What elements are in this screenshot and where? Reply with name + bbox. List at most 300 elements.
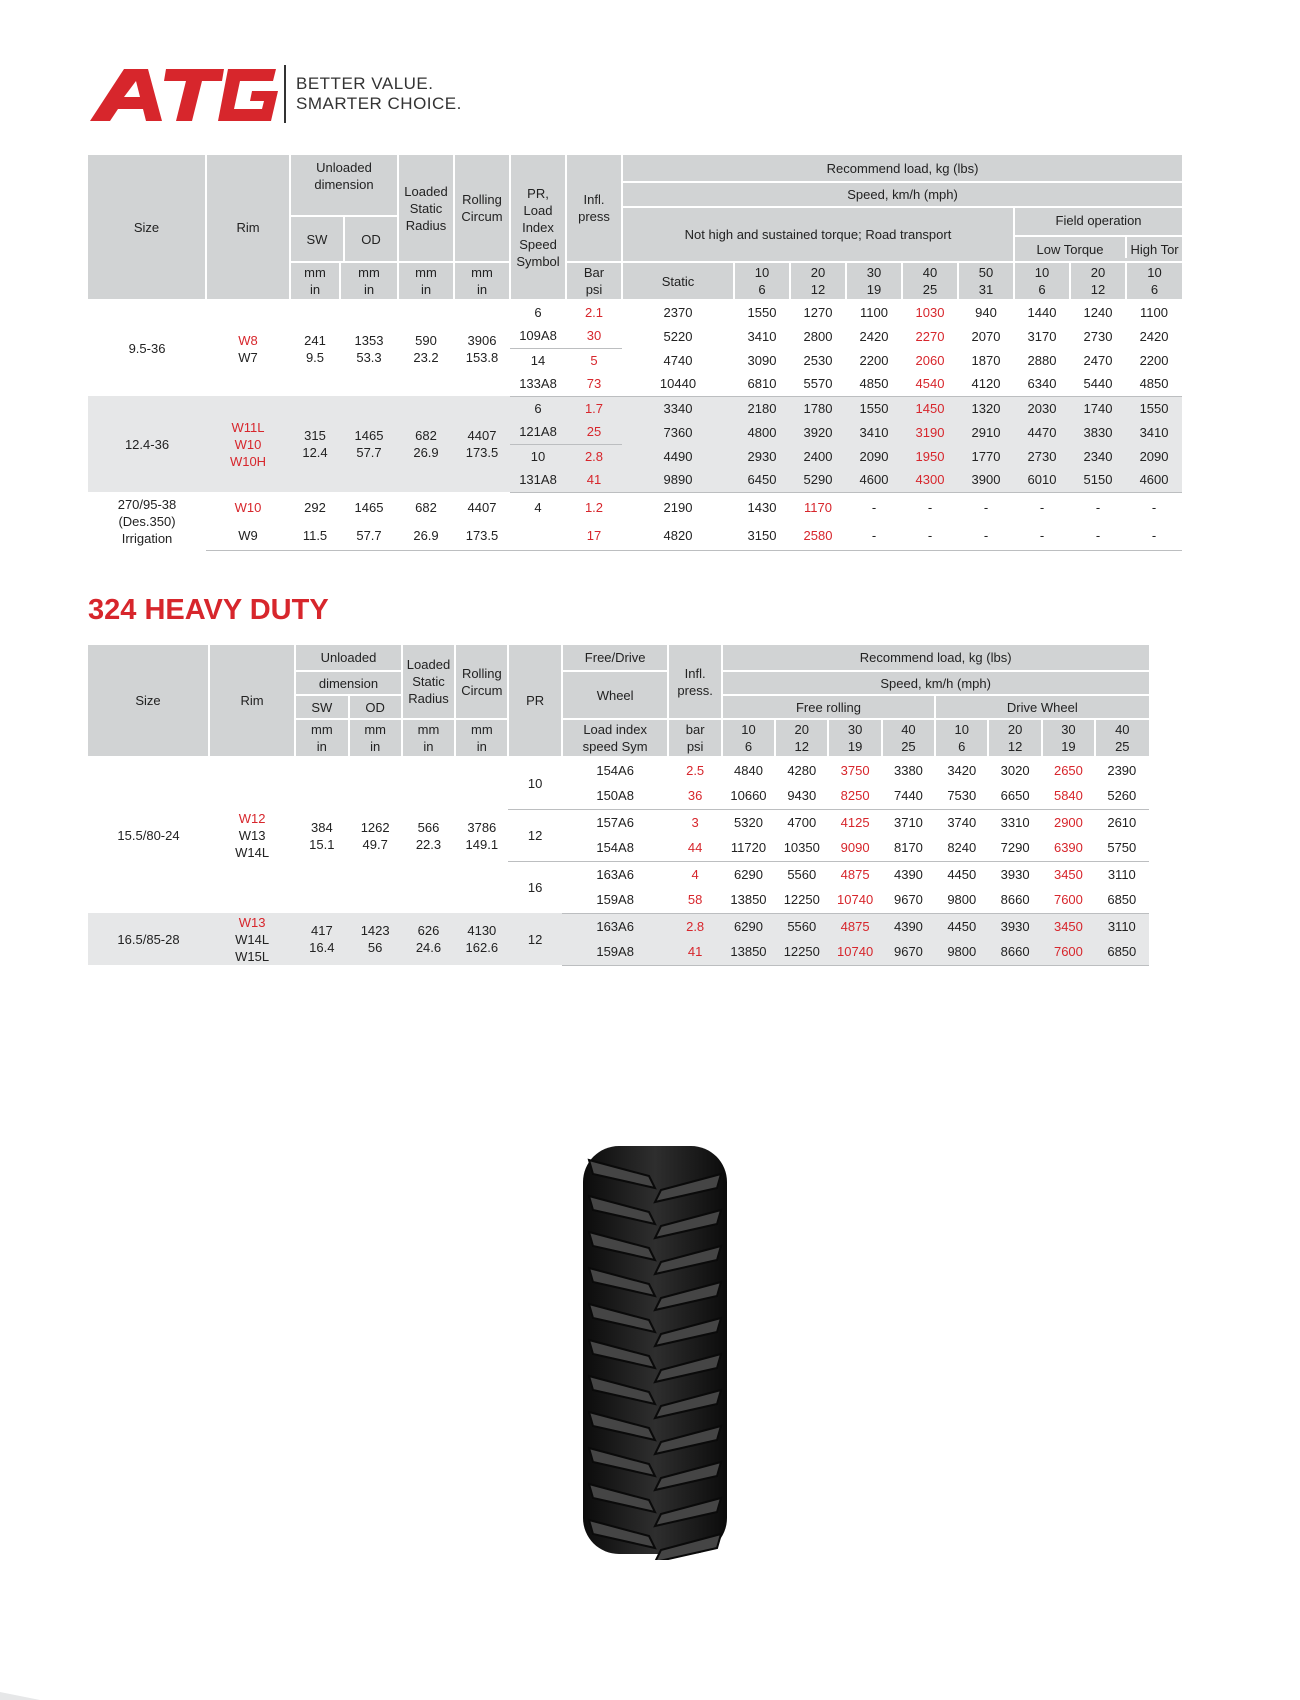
spec-table-2: [88, 645, 1202, 966]
col-speed-30: 30 19: [1042, 719, 1095, 757]
load-cell: 5560: [787, 866, 817, 882]
load-cell: 3750: [840, 763, 870, 778]
load-index-cell: 154A8: [562, 835, 669, 861]
load-cell: 5290: [790, 468, 846, 492]
col-rim: Rim: [206, 155, 290, 300]
col-od: OD: [361, 231, 381, 247]
rc-cell: 4130 162.6: [455, 913, 508, 965]
load-cell: 5150: [1070, 468, 1126, 492]
load-cell: 2180: [734, 396, 790, 420]
load-cell: 3170: [1027, 328, 1057, 344]
infl-cell: 4: [691, 866, 699, 882]
load-cell: 3020: [1000, 763, 1030, 778]
pr-cell: 14: [530, 352, 546, 368]
load-cell: 1270: [803, 305, 833, 320]
rim-cell: W13 W14L W15L: [209, 913, 295, 965]
load-cell: 4450: [947, 866, 977, 882]
unit-rc: mm in: [455, 719, 508, 757]
rim-cell: W10: [234, 499, 262, 515]
load-cell: 3830: [1070, 420, 1126, 444]
col-size: Size: [88, 645, 209, 757]
load-cell: 13850: [722, 887, 775, 913]
atg-logo: [88, 65, 278, 123]
col-sw: SW: [291, 217, 345, 261]
load-cell: 4540: [902, 372, 958, 396]
col-field-operation: Field operation Low Torque High Tor: [1014, 207, 1182, 262]
lsr-cell: 682 26.9: [398, 396, 454, 492]
sw-cell: 315 12.4: [290, 396, 340, 492]
tractor-tyre-image: [575, 1140, 735, 1560]
load-cell: 2580: [790, 522, 846, 550]
infl-cell: 73: [566, 372, 622, 396]
load-cell: -: [927, 499, 933, 515]
od-cell: 1465: [354, 499, 384, 515]
load-cell: -: [1014, 522, 1070, 550]
load-cell: 1030: [915, 305, 945, 320]
tagline-line2: SMARTER CHOICE.: [296, 94, 462, 113]
col-road-transport: Not high and sustained torque; Road transport: [622, 207, 1014, 262]
load-cell: 5440: [1070, 372, 1126, 396]
load-cell: 2090: [1126, 444, 1182, 468]
static-cell: 9890: [622, 468, 734, 492]
load-cell: 1770: [958, 444, 1014, 468]
load-cell: 2070: [971, 328, 1001, 344]
lsr-cell: 682: [415, 499, 437, 515]
load-cell: 2730: [1083, 328, 1113, 344]
col-load-index: Load index speed Sym: [562, 719, 669, 757]
col-pr-load-index: PR, Load Index Speed Symbol: [510, 155, 566, 300]
col-speed: Speed, km/h (mph): [622, 182, 1182, 207]
size-cell: 16.5/85-28: [88, 913, 209, 965]
load-cell: 6850: [1095, 887, 1148, 913]
unit-sw: mm in: [295, 719, 348, 757]
infl-cell: 17: [566, 522, 622, 550]
rim-cell: W8 W7: [238, 332, 258, 365]
load-cell: -: [983, 499, 989, 515]
load-cell: 4850: [1126, 372, 1182, 396]
load-cell: 7440: [882, 783, 935, 809]
load-index-cell: 159A8: [562, 887, 669, 913]
load-cell: 11720: [722, 835, 775, 861]
col-size: Size: [88, 155, 206, 300]
load-cell: 6290: [734, 866, 763, 882]
pr-cell: [510, 522, 566, 550]
load-cell: 6290: [722, 913, 775, 939]
load-cell: 4875: [828, 913, 881, 939]
unit-od: mm in: [349, 719, 402, 757]
load-cell: 8660: [988, 887, 1041, 913]
unit-lsr-mm: mm in: [398, 262, 454, 300]
sw-cell: 417 16.4: [295, 913, 348, 965]
load-cell: 2400: [790, 444, 846, 468]
load-cell: 1100: [860, 305, 888, 320]
od-cell: 1465 57.7: [340, 396, 398, 492]
pr-cell: 4: [534, 499, 542, 515]
load-cell: 4390: [882, 913, 935, 939]
load-cell: 8240: [935, 835, 988, 861]
load-cell: 4800: [734, 420, 790, 444]
load-cell: 13850: [722, 939, 775, 965]
size-cell: 270/95-38 (Des.350) Irrigation: [117, 496, 177, 546]
load-cell: 2340: [1070, 444, 1126, 468]
load-cell: 7600: [1042, 887, 1095, 913]
lsr-cell: 590 23.2: [413, 332, 439, 365]
header-divider: [284, 65, 286, 123]
rim-cell: W11L W10 W10H: [206, 396, 290, 492]
load-cell: 9800: [935, 887, 988, 913]
load-cell: -: [1126, 522, 1182, 550]
load-cell: 3420: [947, 763, 977, 778]
load-cell: 6010: [1014, 468, 1070, 492]
load-cell: 2880: [1027, 352, 1057, 368]
load-cell: 8170: [882, 835, 935, 861]
load-index-cell: 150A8: [562, 783, 669, 809]
load-cell: 3450: [1053, 866, 1083, 882]
rim-cell: W9: [206, 522, 290, 550]
table-row: [88, 757, 1202, 783]
load-cell: 2470: [1083, 352, 1113, 368]
infl-cell: 25: [566, 420, 622, 444]
load-cell: 4600: [1126, 468, 1182, 492]
col-speed-40: 40 25: [882, 719, 935, 757]
col-pr: PR: [508, 645, 561, 757]
sw-cell: 292: [304, 499, 326, 515]
load-cell: 6850: [1095, 939, 1148, 965]
load-cell: 1550: [846, 396, 902, 420]
col-rolling-circum: Rolling Circum: [455, 645, 508, 719]
load-cell: 2030: [1014, 396, 1070, 420]
od-cell: 1423 56: [349, 913, 402, 965]
col-od: OD: [349, 695, 402, 719]
table-row: [88, 492, 1238, 522]
pr-cell: 133A8: [510, 372, 566, 396]
col-speed-10: 10 6: [722, 719, 775, 757]
col-speed-20: 20 12: [775, 719, 828, 757]
infl-cell: 2.5: [686, 763, 705, 778]
rc-cell: 3906 153.8: [465, 332, 499, 365]
load-cell: 3090: [747, 352, 777, 368]
infl-cell: 1.7: [566, 396, 622, 420]
static-cell: 4820: [622, 522, 734, 550]
load-cell: 1100: [1140, 305, 1169, 320]
pr-cell: 16: [527, 879, 543, 895]
col-static: Static: [622, 262, 734, 300]
static-cell: 4490: [622, 444, 734, 468]
load-cell: 4700: [787, 814, 817, 830]
col-loaded-static-radius: Loaded Static Radius: [402, 645, 455, 719]
load-cell: 2930: [734, 444, 790, 468]
col-speed: Speed, km/h (mph): [722, 671, 1149, 695]
col-speed-20: 20 12: [790, 262, 846, 300]
rc-cell: 3786 149.1: [465, 819, 499, 852]
col-infl-press: Infl. press: [566, 155, 622, 262]
pr-cell: 12: [508, 913, 561, 965]
col-speed-20: 20 12: [988, 719, 1041, 757]
load-cell: 4875: [840, 866, 870, 882]
load-cell: 9800: [935, 939, 988, 965]
pr-cell: 12: [508, 809, 561, 861]
rc-cell: 173.5: [454, 522, 510, 550]
load-index-cell: 159A8: [562, 939, 669, 965]
rc-cell: 4407 173.5: [454, 396, 510, 492]
infl-cell: 44: [668, 835, 721, 861]
load-cell: 2420: [859, 328, 889, 344]
load-cell: 1240: [1083, 305, 1113, 320]
table-row: [88, 300, 1238, 324]
infl-cell: 2.8: [566, 444, 622, 468]
load-cell: 6450: [734, 468, 790, 492]
load-cell: 4600: [846, 468, 902, 492]
load-cell: 3110: [1107, 866, 1136, 882]
load-cell: 2270: [915, 328, 945, 344]
lsr-cell: 566 22.3: [415, 819, 442, 852]
load-cell: 4280: [787, 763, 817, 778]
static-cell: 5220: [663, 328, 693, 344]
load-cell: 5260: [1095, 783, 1148, 809]
static-cell: 3340: [622, 396, 734, 420]
static-cell: 7360: [622, 420, 734, 444]
load-cell: 9670: [882, 887, 935, 913]
load-cell: -: [958, 522, 1014, 550]
load-cell: 4390: [893, 866, 923, 882]
rc-cell: 4407: [467, 499, 497, 515]
load-cell: 4125: [840, 814, 870, 830]
load-cell: 8660: [988, 939, 1041, 965]
tagline: [296, 74, 462, 114]
col-speed-40: 40 25: [902, 262, 958, 300]
load-index-cell: 163A6: [596, 866, 634, 882]
load-cell: 7290: [988, 835, 1041, 861]
load-cell: 5750: [1095, 835, 1148, 861]
lsr-cell: 626 24.6: [402, 913, 455, 965]
col-free-drive: Free/Drive: [562, 645, 669, 671]
load-cell: 3190: [902, 420, 958, 444]
infl-cell: 36: [668, 783, 721, 809]
infl-cell: 2.1: [584, 305, 604, 320]
static-cell: 4740: [663, 352, 693, 368]
size-cell: 9.5-36: [128, 341, 166, 356]
load-cell: 4450: [935, 913, 988, 939]
unit-sw-mm: mm in: [290, 262, 340, 300]
col-speed-10: 10 6: [734, 262, 790, 300]
brand-header: [88, 62, 462, 126]
load-cell: 2090: [846, 444, 902, 468]
load-cell: 1870: [971, 352, 1001, 368]
load-cell: 3740: [947, 814, 977, 830]
load-cell: 2390: [1107, 763, 1137, 778]
load-cell: 5840: [1042, 783, 1095, 809]
col-unloaded: Unloaded: [295, 645, 402, 671]
load-index-cell: 163A6: [562, 913, 669, 939]
load-cell: 2730: [1014, 444, 1070, 468]
col-unloaded: Unloaded dimension SW OD: [290, 155, 398, 262]
lsr-cell: 26.9: [398, 522, 454, 550]
load-cell: 2650: [1053, 763, 1083, 778]
col-high-tor: High Tor: [1130, 242, 1179, 258]
load-cell: 2530: [803, 352, 833, 368]
load-cell: 4470: [1014, 420, 1070, 444]
sw-cell: 384 15.1: [309, 819, 335, 852]
col-dimension: dimension: [295, 671, 402, 695]
load-cell: 4850: [846, 372, 902, 396]
load-index-cell: 157A6: [596, 814, 634, 830]
pr-cell: 6: [510, 396, 566, 420]
col-speed-30: 30 19: [846, 262, 902, 300]
infl-cell: 5: [590, 352, 598, 368]
load-cell: 1440: [1027, 305, 1057, 320]
sw-cell: 241 9.5: [304, 332, 326, 365]
load-cell: 1740: [1070, 396, 1126, 420]
load-cell: 6650: [988, 783, 1041, 809]
load-cell: 2910: [958, 420, 1014, 444]
load-cell: 4120: [958, 372, 1014, 396]
od-cell: 1262 49.7: [360, 819, 390, 852]
load-cell: 7600: [1042, 939, 1095, 965]
load-cell: 5560: [775, 913, 828, 939]
load-cell: 3930: [988, 913, 1041, 939]
load-cell: -: [902, 522, 958, 550]
col-low-torque: Low Torque: [1015, 237, 1127, 258]
col-loaded-static-radius: Loaded Static Radius: [398, 155, 454, 262]
col-recommend-load: Recommend load, kg (lbs): [722, 645, 1149, 671]
unit-bar-psi: bar psi: [668, 719, 721, 757]
pr-cell: 10: [508, 757, 561, 809]
load-cell: 2200: [859, 352, 889, 368]
load-cell: 3410: [1126, 420, 1182, 444]
col-free-rolling: Free rolling: [722, 695, 935, 719]
spec-table-1: [88, 155, 1238, 551]
load-cell: 1950: [902, 444, 958, 468]
infl-cell: 41: [566, 468, 622, 492]
load-cell: 6340: [1014, 372, 1070, 396]
load-cell: 3410: [846, 420, 902, 444]
col-wheel: Wheel: [562, 671, 669, 719]
load-cell: 1430: [747, 499, 777, 515]
infl-cell: 30: [566, 324, 622, 348]
sw-cell: 11.5: [290, 522, 340, 550]
pr-cell: 109A8: [510, 324, 566, 348]
col-speed-40: 40 25: [1095, 719, 1148, 757]
load-cell: 4300: [902, 468, 958, 492]
col-recommend-load: Recommend load, kg (lbs): [622, 155, 1182, 182]
load-cell: -: [1039, 499, 1045, 515]
table-row: [88, 396, 1238, 420]
infl-cell: 41: [668, 939, 721, 965]
static-cell: 10440: [622, 372, 734, 396]
load-cell: 2420: [1139, 328, 1169, 344]
load-cell: 1550: [747, 305, 777, 320]
load-cell: 3310: [1000, 814, 1030, 830]
infl-cell: 1.2: [584, 499, 604, 515]
load-cell: 940: [975, 305, 997, 320]
load-cell: 1450: [902, 396, 958, 420]
load-cell: 2610: [1107, 814, 1137, 830]
col-rim: Rim: [209, 645, 295, 757]
load-cell: 10660: [722, 783, 775, 809]
unit-lsr: mm in: [402, 719, 455, 757]
load-cell: 10350: [775, 835, 828, 861]
col-speed-30: 30 19: [828, 719, 881, 757]
col-drive-wheel: Drive Wheel: [935, 695, 1148, 719]
load-cell: -: [846, 522, 902, 550]
load-cell: 2800: [803, 328, 833, 344]
od-cell: 1353 53.3: [354, 332, 384, 365]
load-index-cell: 154A6: [596, 763, 634, 778]
load-cell: 5320: [734, 814, 763, 830]
col-speed-50: 50 31: [958, 262, 1014, 300]
load-cell: 3150: [734, 522, 790, 550]
load-cell: 3380: [893, 763, 923, 778]
unit-bar-psi: Bar psi: [566, 262, 622, 300]
load-cell: 3900: [958, 468, 1014, 492]
table-row: [88, 913, 1202, 939]
col-sw: SW: [295, 695, 348, 719]
load-cell: 12250: [775, 939, 828, 965]
load-cell: 2060: [915, 352, 945, 368]
size-cell: 15.5/80-24: [117, 828, 180, 843]
load-cell: 3110: [1095, 913, 1148, 939]
od-cell: 57.7: [340, 522, 398, 550]
col-speed-10: 10 6: [935, 719, 988, 757]
load-cell: 9430: [775, 783, 828, 809]
load-cell: -: [1151, 499, 1157, 515]
load-cell: 6810: [734, 372, 790, 396]
load-cell: 7530: [935, 783, 988, 809]
load-cell: 10740: [828, 887, 881, 913]
load-cell: 2200: [1139, 352, 1169, 368]
pr-cell: 131A8: [510, 468, 566, 492]
load-cell: 3450: [1042, 913, 1095, 939]
load-cell: -: [871, 499, 877, 515]
load-cell: 3410: [747, 328, 777, 344]
unit-od-mm: mm in: [340, 262, 398, 300]
load-cell: 9670: [882, 939, 935, 965]
load-cell: 1550: [1126, 396, 1182, 420]
table-row: [88, 522, 1238, 550]
tagline-line1: BETTER VALUE.: [296, 74, 434, 93]
load-cell: 8250: [828, 783, 881, 809]
pr-cell: 10: [510, 444, 566, 468]
infl-cell: 2.8: [668, 913, 721, 939]
load-cell: 1780: [790, 396, 846, 420]
load-cell: 6390: [1042, 835, 1095, 861]
section-title-324-heavy-duty: 324 HEAVY DUTY: [88, 594, 329, 626]
infl-cell: 58: [668, 887, 721, 913]
size-cell: 12.4-36: [88, 396, 206, 492]
col-field-speed-10: 10 6: [1014, 262, 1070, 300]
col-rolling-circum: Rolling Circum: [454, 155, 510, 262]
load-cell: -: [1095, 499, 1101, 515]
col-field-speed-10: 10 6: [1126, 262, 1182, 300]
load-cell: 4840: [734, 763, 763, 778]
load-cell: 10740: [828, 939, 881, 965]
corner-mark: [0, 1686, 40, 1700]
col-field-speed-20: 20 12: [1070, 262, 1126, 300]
infl-cell: 3: [691, 814, 699, 830]
load-cell: 1320: [958, 396, 1014, 420]
load-cell: 9090: [828, 835, 881, 861]
load-cell: 12250: [775, 887, 828, 913]
pr-cell: 121A8: [510, 420, 566, 444]
rim-cell: W12 W13 W14L: [235, 811, 270, 860]
load-cell: 3920: [790, 420, 846, 444]
col-infl-press: Infl. press.: [668, 645, 721, 719]
load-cell: -: [1070, 522, 1126, 550]
load-cell: 5570: [790, 372, 846, 396]
load-cell: 3710: [893, 814, 923, 830]
load-cell: 1170: [804, 499, 832, 515]
static-cell: 2190: [663, 499, 693, 515]
